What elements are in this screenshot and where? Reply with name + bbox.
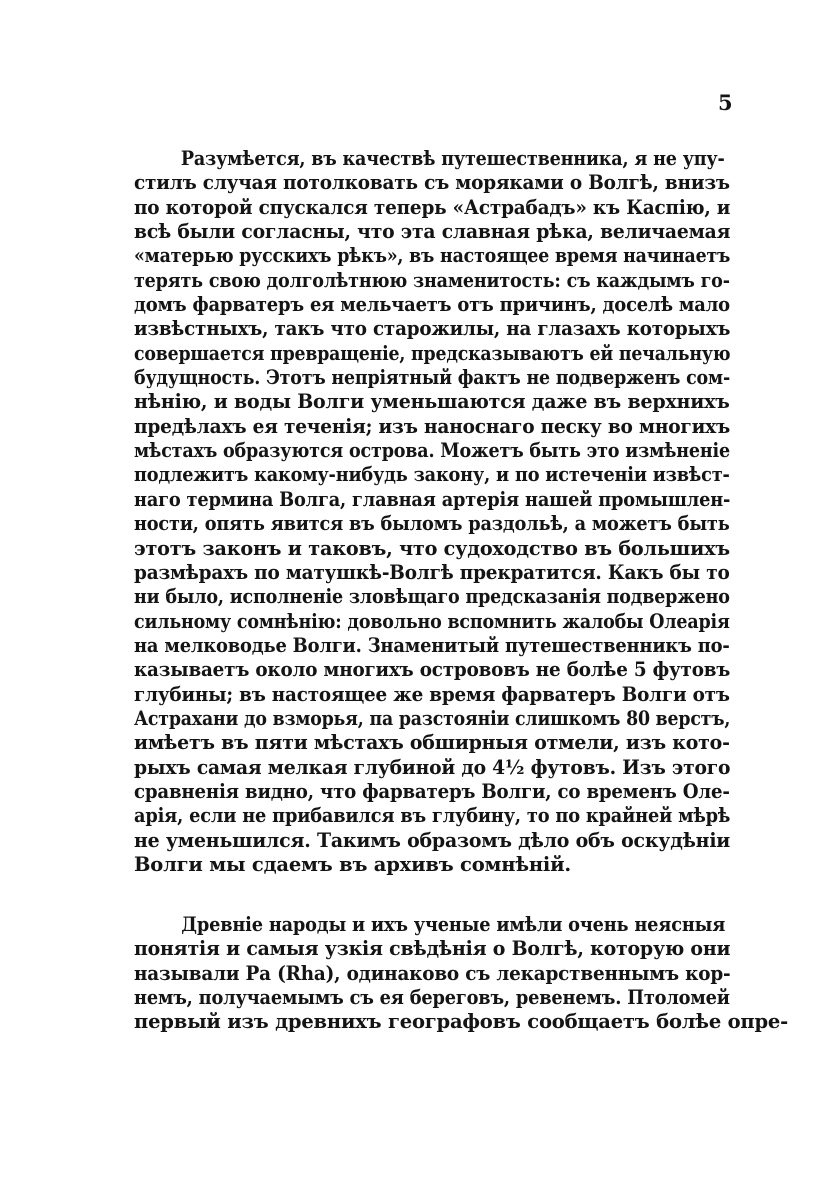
text-line: первый изъ древнихъ географовъ сообщаетъ болѣе опре- [134, 1010, 789, 1034]
text-line: Астрахани до взморья, па разстояніи слишкомъ 80 верстъ, [134, 706, 731, 730]
text-line: ности, опять явится въ быломъ раздольѣ, а можетъ быть [134, 512, 730, 536]
text-line: называли Ра (Rha), одинаково съ лекарственнымъ кор- [134, 961, 731, 985]
text-line: терять свою долголѣтнюю знаменитость: съ каждымъ го- [134, 268, 730, 292]
text-line: будущность. Этотъ непріятный фактъ не подверженъ сом- [134, 366, 730, 390]
text-line: нѣнію, и воды Волги уменьшаются даже въ верхнихъ [134, 390, 730, 414]
text-line: по которой спускался теперь «Астрабадъ» къ Каспію, и [134, 195, 731, 219]
text-line: рыхъ самая мелкая глубиной до 4½ футовъ. Изъ этого [134, 755, 731, 779]
text-line: понятія и самыя узкія свѣдѣнія о Волгѣ, которую они [134, 937, 731, 961]
text-line: всѣ были согласны, что эта славная рѣка, величаемая [134, 220, 731, 244]
paragraph-ancient-knowledge [134, 913, 789, 1035]
paragraph-volga-depth [134, 147, 730, 877]
text-line: ни было, исполненіе зловѣщаго предсказанія подвержено [134, 585, 730, 609]
text-line: Древніе народы и ихъ ученые имѣли очень неясныя [181, 913, 726, 936]
text-line: размѣрахъ по матушкѣ-Волгѣ прекратится. Какъ бы то [134, 560, 730, 584]
text-line: домъ фарватеръ ея мельчаетъ отъ причинъ, доселѣ мало [134, 293, 730, 317]
text-line: совершается превращеніе, предсказываютъ ей печальную [134, 341, 731, 365]
text-line: «матерью русскихъ рѣкъ», въ настоящее время начинаетъ [134, 244, 731, 268]
text-line: казываетъ около многихъ острововъ не болѣе 5 футовъ [134, 658, 731, 682]
text-line: этотъ законъ и таковъ, что судоходство въ большихъ [134, 536, 730, 560]
text-line: мѣстахъ образуются острова. Можетъ быть это измѣненіе [134, 439, 730, 463]
text-line: предѣлахъ ея теченія; изъ наноснаго песку во многихъ [134, 414, 731, 438]
text-line: извѣстныхъ, такъ что старожилы, на глазахъ которыхъ [134, 317, 731, 341]
text-line: подлежитъ какому-нибудь закону, и по истеченіи извѣст- [134, 463, 730, 487]
text-line: сравненія видно, что фарватеръ Волги, со временъ Оле- [134, 779, 730, 803]
text-line: наго термина Волга, главная артерія нашей промышлен- [134, 487, 731, 511]
text-line: Разумѣется, въ качествѣ путешественника, я не упу- [180, 147, 725, 170]
text-line: глубины; въ настоящее же время фарватеръ Волги отъ [134, 682, 730, 706]
text-line: не уменьшился. Такимъ образомъ дѣло объ оскудѣніи [134, 828, 731, 852]
text-line: сильному сомнѣнію: довольно вспомнить жалобы Олеарія [134, 609, 730, 633]
text-line: арія, если не прибавился въ глубину, то по крайней мѣрѣ [134, 804, 731, 828]
text-line: немъ, получаемымъ съ ея береговъ, ревенемъ. Птоломей [134, 986, 730, 1010]
page-number: 5 [718, 90, 733, 115]
text-line: на мелководье Волги. Знаменитый путешественникъ по- [134, 633, 730, 657]
text-line: Волги мы сдаемъ въ архивъ сомнѣній. [134, 852, 571, 876]
text-line: стилъ случая потолковать съ моряками о Волгѣ, внизъ [134, 171, 730, 195]
text-line: имѣетъ въ пяти мѣстахъ обширныя отмели, изъ кото- [134, 731, 730, 755]
